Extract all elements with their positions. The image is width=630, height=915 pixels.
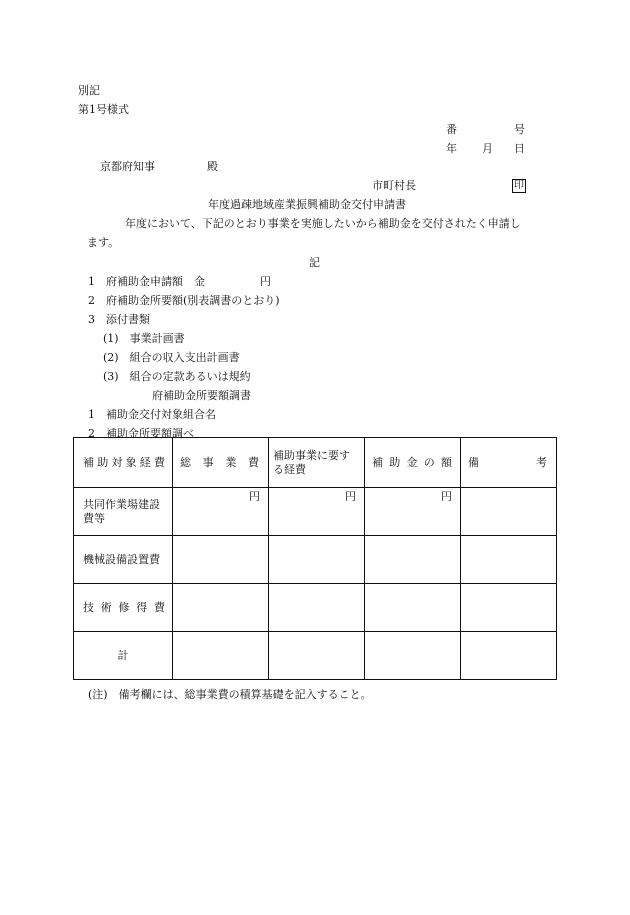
item-3: 3 添付書類 (88, 313, 150, 326)
item-2: 2 府補助金所要額(別表調書のとおり) (88, 294, 280, 307)
item-1: 1 府補助金申請額 金 円 (88, 275, 271, 288)
subsidy-table (73, 437, 557, 680)
table-row (74, 584, 557, 632)
cell-subsidy-amount (365, 632, 461, 680)
row-label-workshop-line1: 共同作業場建設 (83, 497, 160, 511)
header-required-cost-line2: る経費 (273, 462, 306, 476)
document-number-suffix: 号 (514, 123, 525, 136)
header-subsidy-amount-text: 補 助 金 の 額 (372, 455, 452, 469)
header-required-cost (269, 438, 365, 488)
header-remarks-left: 備 (468, 455, 479, 469)
cell-remarks (461, 632, 557, 680)
date-year: 年 (446, 142, 457, 155)
date-month: 月 (482, 142, 493, 155)
schedule-item-2: 2 補助金所要額調べ (88, 427, 194, 440)
row-label-equipment: 機械設備設置費 (74, 536, 173, 584)
cell-required-cost (269, 536, 365, 584)
cell-remarks (461, 536, 557, 584)
attachment-1: (1) 事業計画書 (103, 332, 185, 345)
yen-unit: 円 (441, 490, 452, 503)
body-text-line2: ます。 (87, 236, 120, 249)
schedule-title: 府補助金所要額調書 (152, 389, 251, 402)
header-eligible-expenses-text: 補 助 対 象 経 費 (83, 455, 165, 469)
table-row (74, 488, 557, 536)
row-label-workshop (74, 488, 173, 536)
footnote: (注) 備考欄には、総事業費の積算基礎を記入すること。 (88, 688, 372, 701)
row-label-training-text: 技 術 修 得 費 (83, 600, 165, 614)
cell-subsidy-amount (365, 536, 461, 584)
table-row (74, 632, 557, 680)
header-remarks (461, 438, 557, 488)
yen-unit: 円 (345, 490, 356, 503)
header-total-cost-text: 総 事 業 費 (180, 455, 259, 469)
row-label-training (74, 584, 173, 632)
attachment-3: (3) 組合の定款あるいは規約 (103, 370, 251, 383)
cell-remarks (461, 488, 557, 536)
addressee-honorific: 殿 (207, 160, 218, 173)
schedule-item-1: 1 補助金交付対象組合名 (88, 408, 216, 421)
cell-total-cost (173, 632, 269, 680)
seal-mark: 印 (514, 180, 524, 191)
cell-total-cost (173, 584, 269, 632)
row-label-workshop-line2: 費等 (83, 511, 105, 525)
body-text-line1: 年度において、下記のとおり事業を実施したいから補助金を交付されたく申請し (125, 217, 521, 230)
table-row (74, 536, 557, 584)
document-number-label: 番 (446, 123, 457, 136)
ki-heading: 記 (309, 256, 320, 269)
cell-required-cost (269, 488, 365, 536)
header-eligible-expenses (74, 438, 173, 488)
header-subsidy-amount (365, 438, 461, 488)
cell-total-cost (173, 536, 269, 584)
table-header-row (74, 438, 557, 488)
cell-required-cost (269, 584, 365, 632)
attachment-2: (2) 組合の収入支出計画書 (103, 351, 240, 364)
form-number-label: 第1号様式 (78, 103, 129, 116)
cell-subsidy-amount (365, 488, 461, 536)
document-title: 年度過疎地域産業振興補助金交付申請書 (208, 198, 406, 211)
cell-required-cost (269, 632, 365, 680)
header-total-cost (173, 438, 269, 488)
yen-unit: 円 (249, 490, 260, 503)
cell-total-cost (173, 488, 269, 536)
appendix-label: 別記 (78, 84, 100, 97)
applicant-title: 市町村長 (372, 179, 416, 192)
row-label-total: 計 (74, 632, 173, 680)
cell-subsidy-amount (365, 584, 461, 632)
addressee: 京都府知事 (100, 160, 155, 173)
header-required-cost-line1: 補助事業に要す (273, 448, 350, 462)
cell-remarks (461, 584, 557, 632)
date-day: 日 (514, 142, 525, 155)
header-remarks-right: 考 (536, 455, 547, 469)
